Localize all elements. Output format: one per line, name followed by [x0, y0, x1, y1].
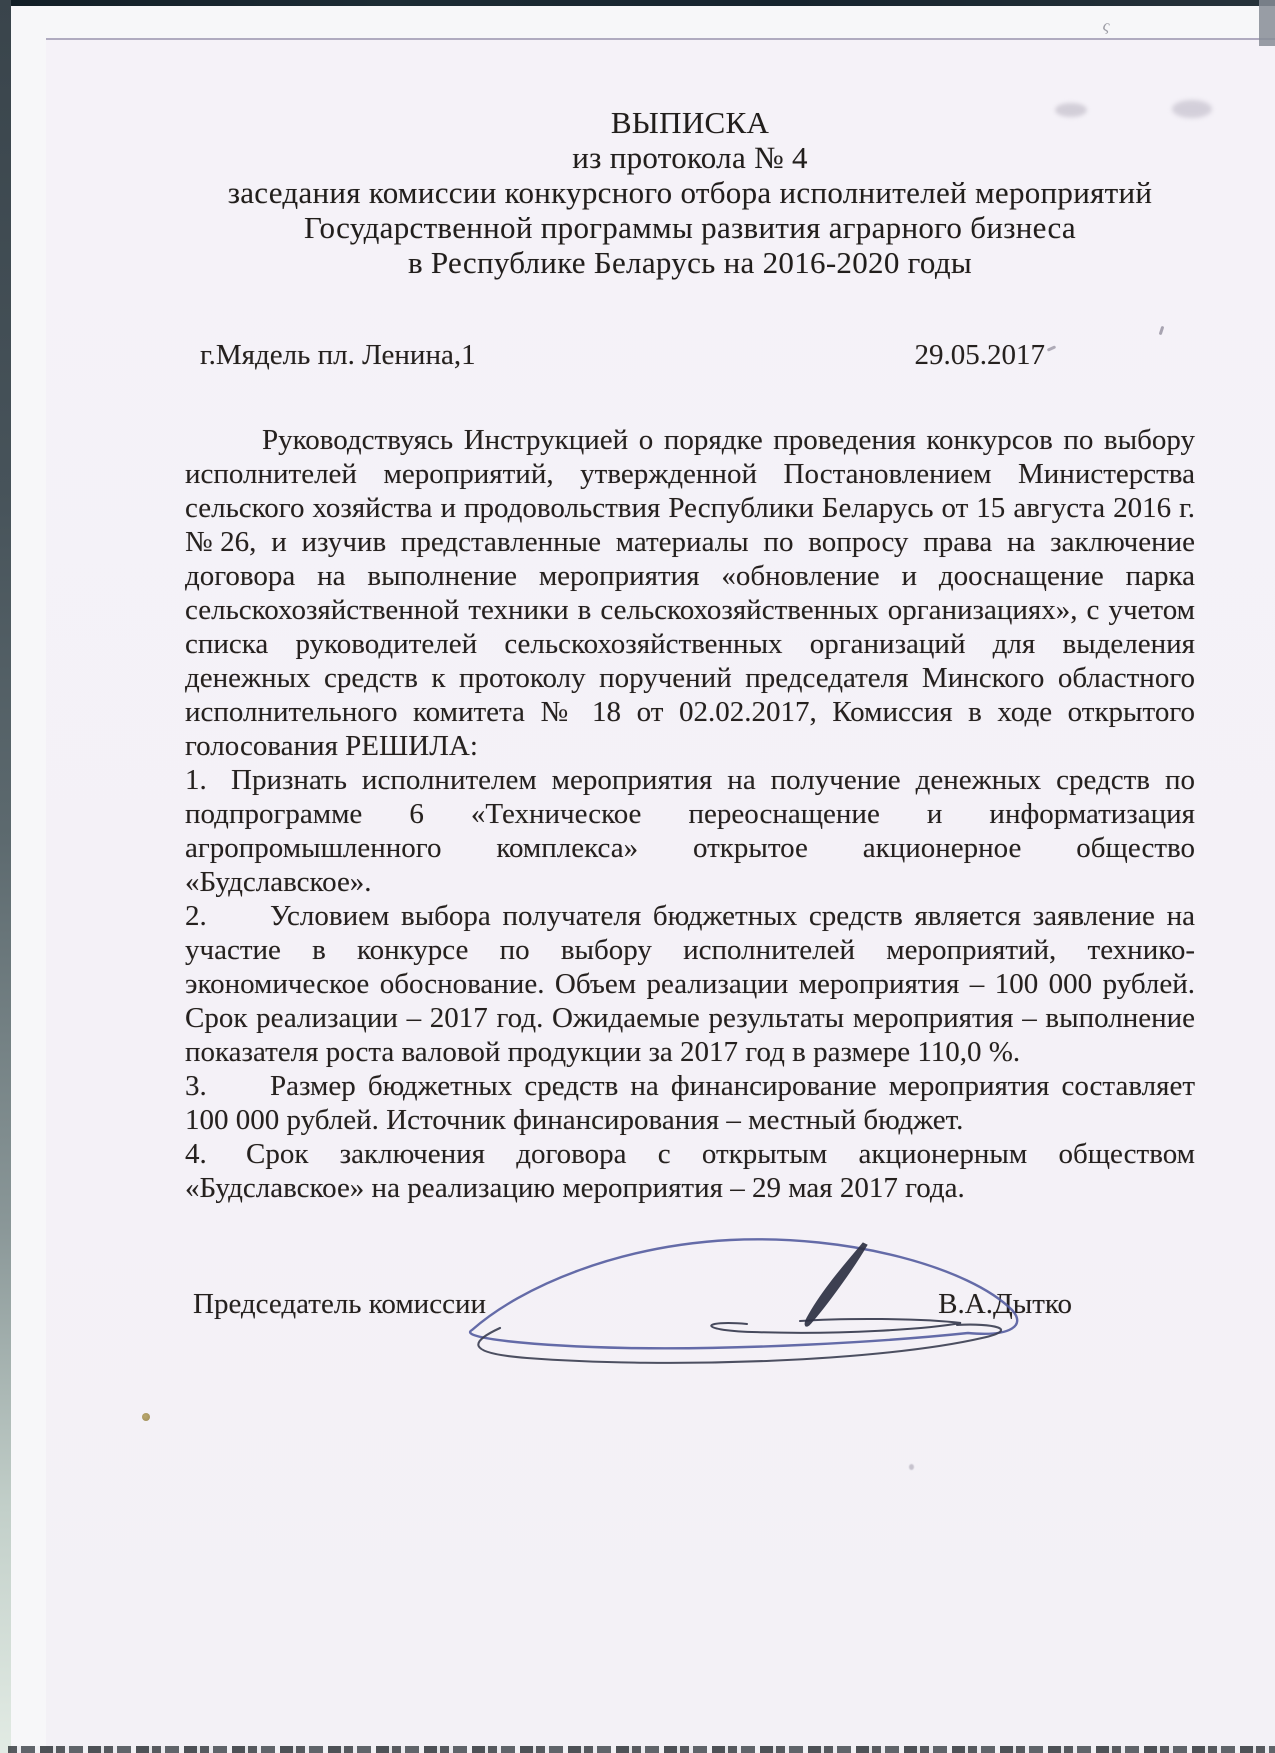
- signature-scribble: [410, 1228, 1070, 1368]
- scan-smudge-curl: ς: [1100, 15, 1113, 36]
- date-text: 29.05.2017: [914, 339, 1045, 371]
- title-line-1: ВЫПИСКА: [610, 105, 770, 140]
- signature-lower-sweep: [478, 1325, 1001, 1363]
- item-text: Условием выбора получателя бюджетных средств является заявление на участие в конкурсе по выбору исполнителей мероприятий, технико-экономическое обоснование. Объем реализации мероприятия – 100 000 рублей. Срок реализации – 2017 год. Ожидаемые результаты мероприятия – выполнение показателя роста валовой продукции за 2017 год в размере 110,0 %.: [185, 900, 1195, 1068]
- item-number: 3.: [185, 1070, 207, 1102]
- signature-pen-flick: [805, 1243, 867, 1326]
- preamble-paragraph: [185, 423, 1195, 763]
- preamble-text: Руководствуясь Инструкцией о порядке проведения конкурсов по выбору исполнителей мероприятий, утвержденной Постановлением Министерства сельского хозяйства и продовольствия Республики Беларусь от 15 августа 2016 г. №26, и изучив представленные материалы по вопросу права на заключение договора на выполнение мероприятия «обновление и дооснащение парка сельскохозяйственной техники в сельскохозяйственных организациях», с учетом списка руководителей сельскохозяйственных организаций для выделения денежных средств к протоколу поручений председателя Минского областного исполнительного комитета № 18 от 02.02.2017, Комиссия в ходе открытого голосования РЕШИЛА:: [185, 424, 1195, 762]
- signer-role: Председатель комиссии: [193, 1288, 486, 1320]
- title-line-4: Государственной программы развития аграрного бизнеса: [304, 210, 1076, 245]
- title-line-3: заседания комиссии конкурсного отбора исполнителей мероприятий: [227, 175, 1153, 210]
- item-number: 2.: [185, 900, 207, 932]
- list-item-1: [185, 763, 1195, 899]
- document-title-block: [185, 105, 1195, 280]
- title-line-5: в Республике Беларусь на 2016-2020 годы: [407, 245, 973, 280]
- item-number: 4.: [185, 1138, 207, 1170]
- item-text: Срок заключения договора с открытым акционерным обществом «Будславское» на реализацию мероприятия – 29 мая 2017 года.: [185, 1138, 1195, 1204]
- item-number: 1.: [185, 764, 207, 796]
- document-content: [185, 105, 1195, 1321]
- scanner-edge-left: [0, 0, 11, 1753]
- signature-inner-loop: [711, 1319, 961, 1333]
- place-date-row: [185, 338, 1195, 372]
- list-item-3: [185, 1069, 1195, 1137]
- item-text: Размер бюджетных средств на финансирование мероприятия составляет 100 000 рублей. Источник финансирования – местный бюджет.: [185, 1070, 1195, 1136]
- place-text: г.Мядель пл. Ленина,1: [200, 339, 476, 371]
- item-text: Признать исполнителем мероприятия на получение денежных средств по подпрограмме 6 «Техническое переоснащение и информатизация агропромышленного комплекса» открытое акционерное общество «Будславское».: [185, 764, 1195, 898]
- scanner-edge-top: [0, 0, 1275, 6]
- signer-name: В.А.Дытко: [938, 1288, 1072, 1320]
- scanner-corner-top-right: [1259, 0, 1275, 46]
- list-item-2: [185, 899, 1195, 1069]
- document-body: [185, 423, 1195, 1205]
- title-line-2: из протокола № 4: [572, 140, 808, 175]
- document-page: [46, 38, 1275, 1750]
- list-item-4: [185, 1137, 1195, 1205]
- scanner-edge-bottom: [8, 1746, 1275, 1753]
